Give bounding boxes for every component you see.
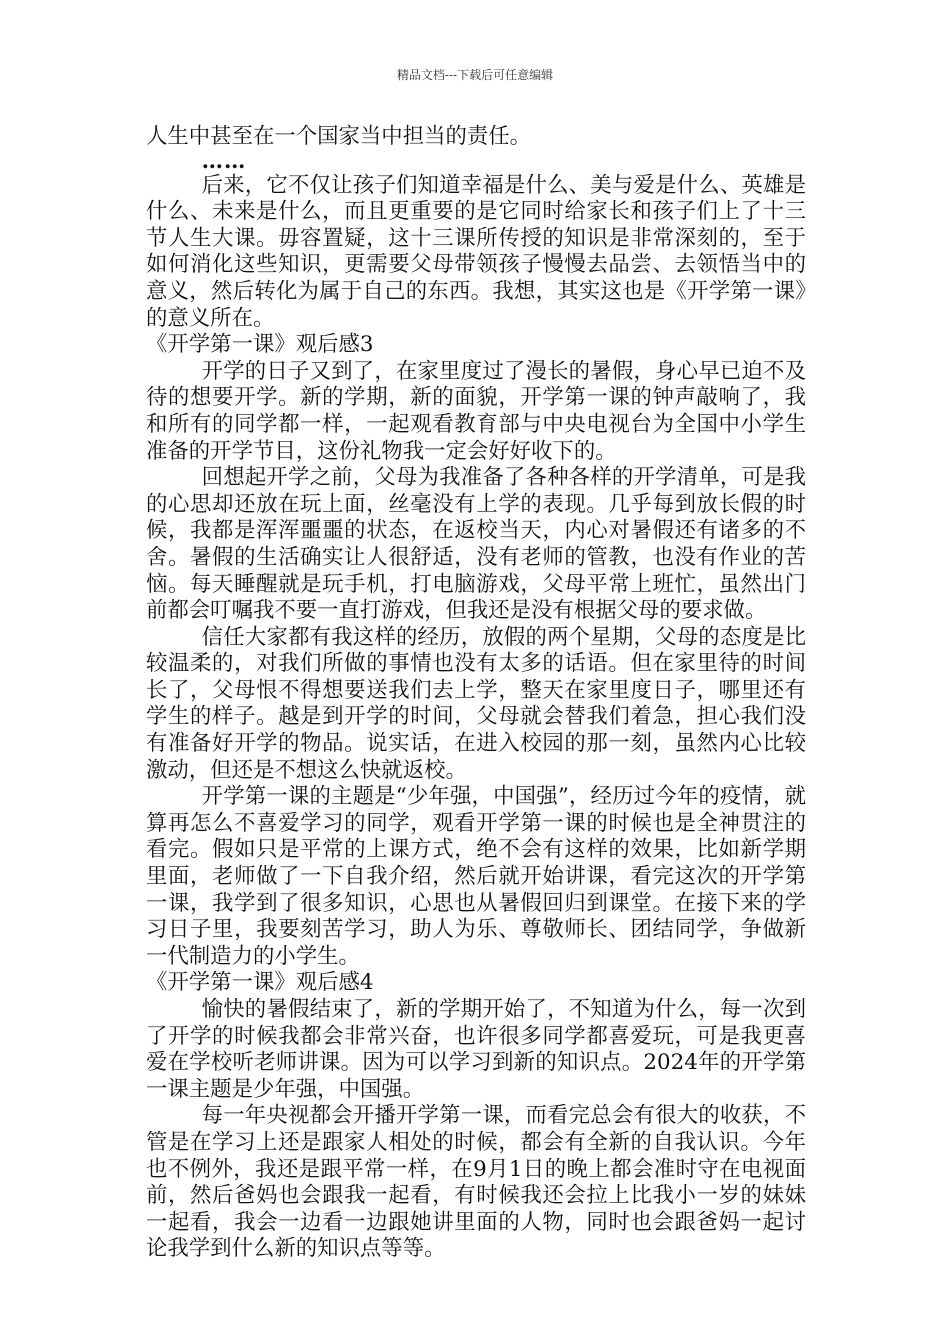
paragraph: 开学的日子又到了，在家里度过了漫长的暑假，身心早已迫不及待的想要开学。新的学期，新的面貌，开学第一课的钟声敲响了，我和所有的同学都一样，一起观看教育部与中央电视台为全国中小学生准备的开学节目，这份礼物我一定会好好收下的。: [146, 358, 806, 464]
page-header: 精品文档---下载后可任意编辑: [396, 68, 554, 82]
paragraph: 愉快的暑假结束了，新的学期开始了，不知道为什么，每一次到了开学的时候我都会非常兴奋，也许很多同学都喜爱玩，可是我更喜爱在学校听老师讲课。因为可以学习到新的知识点。2024年的开学第一课主题是少年强，中国强。: [146, 997, 806, 1102]
paragraph: 信任大家都有我这样的经历，放假的两个星期，父母的态度是比较温柔的，对我们所做的事情也没有太多的话语。但在家里待的时间长了，父母恨不得想要送我们去上学，整天在家里度日子，哪里还有学生的样子。越是到开学的时间，父母就会替我们着急，担心我们没有准备好开学的物品。说实话，在进入校园的那一刻，虽然内心比较激动，但还是不想这么快就返校。: [146, 624, 806, 783]
paragraph: 开学第一课的主题是“少年强，中国强”，经历过今年的疫情，就算再怎么不喜爱学习的同学，观看开学第一课的时候也是全神贯注的看完。假如只是平常的上课方式，绝不会有这样的效果，比如新学期里面，老师做了一下自我介绍，然后就开始讲课，看完这次的开学第一课，我学到了很多知识，心思也从暑假回归到课堂。在接下来的学习日子里，我要刻苦学习，助人为乐、尊敬师长、团结同学，争做新一代制造力的小学生。: [146, 784, 806, 969]
paragraph: 每一年央视都会开播开学第一课，而看完总会有很大的收获，不管是在学习上还是跟家人相处的时候，都会有全新的自我认识。今年也不例外，我还是跟平常一样，在9月1日的晚上都会准时守在电视面前，然后爸妈也会跟我一起看，有时候我还会拉上比我小一岁的妹妹一起看，我会一边看一边跟她讲里面的人物，同时也会跟爸妈一起讨论我学到什么新的知识点等等。: [146, 1103, 806, 1262]
section-title-4: 《开学第一课》观后感4: [146, 970, 374, 996]
ellipsis: ……: [201, 148, 247, 174]
paragraph: 后来，它不仅让孩子们知道幸福是什么、美与爱是什么、英雄是什么、未来是什么，而且更重要的是它同时给家长和孩子们上了十三节人生大课。毋容置疑，这十三课所传授的知识是非常深刻的，至于如何消化这些知识，更需要父母带领孩子慢慢去品尝、去领悟当中的意义，然后转化为属于自己的东西。我想，其实这也是《开学第一课》的意义所在。: [146, 172, 806, 331]
paragraph: 回想起开学之前，父母为我准备了各种各样的开学清单，可是我的心思却还放在玩上面，丝毫没有上学的表现。几乎每到放长假的时候，我都是浑浑噩噩的状态，在返校当天，内心对暑假还有诸多的不舍。暑假的生活确实让人很舒适，没有老师的管教，也没有作业的苦恼。每天睡醒就是玩手机，打电脑游戏，父母平常上班忙，虽然出门前都会叮嘱我不要一直打游戏，但我还是没有根据父母的要求做。: [146, 465, 806, 624]
paragraph-continuation: 人生中甚至在一个国家当中担当的责任。: [146, 124, 532, 149]
section-title-3: 《开学第一课》观后感3: [146, 332, 374, 358]
document-body: [146, 124, 806, 1263]
